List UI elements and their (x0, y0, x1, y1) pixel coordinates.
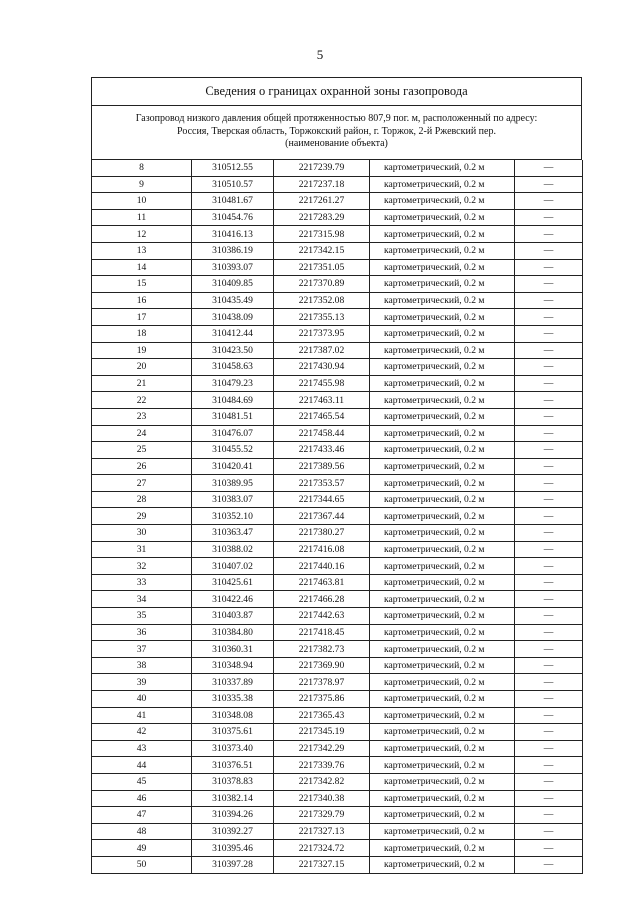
y-coordinate-cell: 2217373.95 (274, 325, 370, 342)
point-number-cell: 11 (92, 209, 192, 226)
object-caption: (наименование объекта) (285, 138, 388, 149)
description-cell: — (515, 856, 583, 873)
y-coordinate-cell: 2217237.18 (274, 176, 370, 193)
x-coordinate-cell: 310481.67 (192, 193, 274, 210)
point-number-cell: 49 (92, 840, 192, 857)
point-number-cell: 14 (92, 259, 192, 276)
method-cell: картометрический, 0.2 м (370, 840, 515, 857)
point-number-cell: 37 (92, 641, 192, 658)
description-cell: — (515, 458, 583, 475)
table-row (92, 325, 583, 342)
table-row (92, 740, 583, 757)
x-coordinate-cell: 310383.07 (192, 491, 274, 508)
method-cell: картометрический, 0.2 м (370, 558, 515, 575)
method-cell: картометрический, 0.2 м (370, 359, 515, 376)
method-cell: картометрический, 0.2 м (370, 807, 515, 824)
x-coordinate-cell: 310335.38 (192, 691, 274, 708)
method-cell: картометрический, 0.2 м (370, 525, 515, 542)
x-coordinate-cell: 310454.76 (192, 209, 274, 226)
description-cell: — (515, 242, 583, 259)
description-cell: — (515, 425, 583, 442)
description-cell: — (515, 392, 583, 409)
description-cell: — (515, 591, 583, 608)
x-coordinate-cell: 310455.52 (192, 442, 274, 459)
point-number-cell: 9 (92, 176, 192, 193)
x-coordinate-cell: 310388.02 (192, 541, 274, 558)
table-row (92, 558, 583, 575)
coordinates-table (91, 160, 583, 874)
x-coordinate-cell: 310360.31 (192, 641, 274, 658)
description-cell: — (515, 292, 583, 309)
table-row (92, 226, 583, 243)
table-row (92, 309, 583, 326)
method-cell: картометрический, 0.2 м (370, 657, 515, 674)
x-coordinate-cell: 310397.28 (192, 856, 274, 873)
description-cell: — (515, 558, 583, 575)
method-cell: картометрический, 0.2 м (370, 309, 515, 326)
x-coordinate-cell: 310409.85 (192, 276, 274, 293)
point-number-cell: 16 (92, 292, 192, 309)
point-number-cell: 46 (92, 790, 192, 807)
method-cell: картометрический, 0.2 м (370, 160, 515, 176)
y-coordinate-cell: 2217261.27 (274, 193, 370, 210)
description-cell: — (515, 840, 583, 857)
method-cell: картометрический, 0.2 м (370, 508, 515, 525)
table-row (92, 856, 583, 873)
point-number-cell: 50 (92, 856, 192, 873)
x-coordinate-cell: 310378.83 (192, 773, 274, 790)
point-number-cell: 26 (92, 458, 192, 475)
x-coordinate-cell: 310435.49 (192, 292, 274, 309)
description-cell: — (515, 508, 583, 525)
x-coordinate-cell: 310481.51 (192, 408, 274, 425)
point-number-cell: 15 (92, 276, 192, 293)
x-coordinate-cell: 310375.61 (192, 724, 274, 741)
table-row (92, 823, 583, 840)
table-row (92, 458, 583, 475)
x-coordinate-cell: 310348.08 (192, 707, 274, 724)
x-coordinate-cell: 310394.26 (192, 807, 274, 824)
method-cell: картометрический, 0.2 м (370, 641, 515, 658)
y-coordinate-cell: 2217352.08 (274, 292, 370, 309)
table-row (92, 691, 583, 708)
method-cell: картометрический, 0.2 м (370, 259, 515, 276)
method-cell: картометрический, 0.2 м (370, 375, 515, 392)
method-cell: картометрический, 0.2 м (370, 790, 515, 807)
table-row (92, 160, 583, 176)
description-cell: — (515, 193, 583, 210)
description-cell: — (515, 624, 583, 641)
description-cell: — (515, 259, 583, 276)
y-coordinate-cell: 2217355.13 (274, 309, 370, 326)
table-row (92, 292, 583, 309)
method-cell: картометрический, 0.2 м (370, 325, 515, 342)
point-number-cell: 38 (92, 657, 192, 674)
y-coordinate-cell: 2217327.15 (274, 856, 370, 873)
x-coordinate-cell: 310363.47 (192, 525, 274, 542)
point-number-cell: 21 (92, 375, 192, 392)
point-number-cell: 47 (92, 807, 192, 824)
table-row (92, 757, 583, 774)
y-coordinate-cell: 2217416.08 (274, 541, 370, 558)
x-coordinate-cell: 310423.50 (192, 342, 274, 359)
point-number-cell: 43 (92, 740, 192, 757)
description-cell: — (515, 475, 583, 492)
point-number-cell: 45 (92, 773, 192, 790)
table-row (92, 491, 583, 508)
y-coordinate-cell: 2217465.54 (274, 408, 370, 425)
method-cell: картометрический, 0.2 м (370, 856, 515, 873)
table-row (92, 624, 583, 641)
method-cell: картометрический, 0.2 м (370, 624, 515, 641)
point-number-cell: 25 (92, 442, 192, 459)
table-row (92, 608, 583, 625)
x-coordinate-cell: 310407.02 (192, 558, 274, 575)
table-row (92, 508, 583, 525)
method-cell: картометрический, 0.2 м (370, 724, 515, 741)
method-cell: картометрический, 0.2 м (370, 491, 515, 508)
y-coordinate-cell: 2217329.79 (274, 807, 370, 824)
y-coordinate-cell: 2217340.38 (274, 790, 370, 807)
x-coordinate-cell: 310389.95 (192, 475, 274, 492)
point-number-cell: 18 (92, 325, 192, 342)
y-coordinate-cell: 2217324.72 (274, 840, 370, 857)
method-cell: картометрический, 0.2 м (370, 475, 515, 492)
description-cell: — (515, 823, 583, 840)
point-number-cell: 44 (92, 757, 192, 774)
y-coordinate-cell: 2217378.97 (274, 674, 370, 691)
table-row (92, 276, 583, 293)
point-number-cell: 24 (92, 425, 192, 442)
y-coordinate-cell: 2217455.98 (274, 375, 370, 392)
table-row (92, 342, 583, 359)
description-cell: — (515, 209, 583, 226)
table-row (92, 724, 583, 741)
y-coordinate-cell: 2217342.82 (274, 773, 370, 790)
y-coordinate-cell: 2217433.46 (274, 442, 370, 459)
x-coordinate-cell: 310352.10 (192, 508, 274, 525)
y-coordinate-cell: 2217365.43 (274, 707, 370, 724)
method-cell: картометрический, 0.2 м (370, 541, 515, 558)
object-line-1: Газопровод низкого давления общей протяженностью 807,9 пог. м, расположенный по адресу: (135, 113, 538, 124)
method-cell: картометрический, 0.2 м (370, 425, 515, 442)
x-coordinate-cell: 310376.51 (192, 757, 274, 774)
method-cell: картометрический, 0.2 м (370, 823, 515, 840)
point-number-cell: 12 (92, 226, 192, 243)
point-number-cell: 20 (92, 359, 192, 376)
point-number-cell: 42 (92, 724, 192, 741)
y-coordinate-cell: 2217440.16 (274, 558, 370, 575)
description-cell: — (515, 657, 583, 674)
table-row (92, 790, 583, 807)
method-cell: картометрический, 0.2 м (370, 342, 515, 359)
description-cell: — (515, 176, 583, 193)
table-row (92, 176, 583, 193)
method-cell: картометрический, 0.2 м (370, 408, 515, 425)
point-number-cell: 22 (92, 392, 192, 409)
point-number-cell: 36 (92, 624, 192, 641)
method-cell: картометрический, 0.2 м (370, 608, 515, 625)
y-coordinate-cell: 2217344.65 (274, 491, 370, 508)
y-coordinate-cell: 2217353.57 (274, 475, 370, 492)
y-coordinate-cell: 2217466.28 (274, 591, 370, 608)
point-number-cell: 27 (92, 475, 192, 492)
table-row (92, 442, 583, 459)
table-row (92, 840, 583, 857)
point-number-cell: 19 (92, 342, 192, 359)
x-coordinate-cell: 310484.69 (192, 392, 274, 409)
method-cell: картометрический, 0.2 м (370, 392, 515, 409)
x-coordinate-cell: 310458.63 (192, 359, 274, 376)
x-coordinate-cell: 310479.23 (192, 375, 274, 392)
x-coordinate-cell: 310393.07 (192, 259, 274, 276)
description-cell: — (515, 773, 583, 790)
y-coordinate-cell: 2217418.45 (274, 624, 370, 641)
y-coordinate-cell: 2217315.98 (274, 226, 370, 243)
point-number-cell: 28 (92, 491, 192, 508)
description-cell: — (515, 691, 583, 708)
table-row (92, 674, 583, 691)
x-coordinate-cell: 310420.41 (192, 458, 274, 475)
table-row (92, 591, 583, 608)
y-coordinate-cell: 2217463.81 (274, 574, 370, 591)
description-cell: — (515, 359, 583, 376)
y-coordinate-cell: 2217283.29 (274, 209, 370, 226)
method-cell: картометрический, 0.2 м (370, 691, 515, 708)
x-coordinate-cell: 310384.80 (192, 624, 274, 641)
table-row (92, 242, 583, 259)
method-cell: картометрический, 0.2 м (370, 193, 515, 210)
y-coordinate-cell: 2217375.86 (274, 691, 370, 708)
method-cell: картометрический, 0.2 м (370, 442, 515, 459)
y-coordinate-cell: 2217342.15 (274, 242, 370, 259)
table-row (92, 392, 583, 409)
method-cell: картометрический, 0.2 м (370, 574, 515, 591)
description-cell: — (515, 160, 583, 176)
table-row (92, 193, 583, 210)
description-cell: — (515, 375, 583, 392)
point-number-cell: 41 (92, 707, 192, 724)
point-number-cell: 31 (92, 541, 192, 558)
y-coordinate-cell: 2217345.19 (274, 724, 370, 741)
method-cell: картометрический, 0.2 м (370, 773, 515, 790)
table-row (92, 525, 583, 542)
point-number-cell: 33 (92, 574, 192, 591)
point-number-cell: 8 (92, 160, 192, 176)
point-number-cell: 39 (92, 674, 192, 691)
table-row (92, 375, 583, 392)
point-number-cell: 34 (92, 591, 192, 608)
y-coordinate-cell: 2217430.94 (274, 359, 370, 376)
method-cell: картометрический, 0.2 м (370, 458, 515, 475)
y-coordinate-cell: 2217239.79 (274, 160, 370, 176)
description-cell: — (515, 740, 583, 757)
description-cell: — (515, 674, 583, 691)
y-coordinate-cell: 2217342.29 (274, 740, 370, 757)
description-cell: — (515, 757, 583, 774)
x-coordinate-cell: 310416.13 (192, 226, 274, 243)
x-coordinate-cell: 310412.44 (192, 325, 274, 342)
point-number-cell: 32 (92, 558, 192, 575)
point-number-cell: 35 (92, 608, 192, 625)
point-number-cell: 29 (92, 508, 192, 525)
point-number-cell: 40 (92, 691, 192, 708)
method-cell: картометрический, 0.2 м (370, 176, 515, 193)
y-coordinate-cell: 2217370.89 (274, 276, 370, 293)
y-coordinate-cell: 2217463.11 (274, 392, 370, 409)
x-coordinate-cell: 310348.94 (192, 657, 274, 674)
description-cell: — (515, 525, 583, 542)
y-coordinate-cell: 2217387.02 (274, 342, 370, 359)
description-cell: — (515, 724, 583, 741)
table-row (92, 773, 583, 790)
table-row (92, 209, 583, 226)
method-cell: картометрический, 0.2 м (370, 674, 515, 691)
table-row (92, 359, 583, 376)
description-cell: — (515, 442, 583, 459)
method-cell: картометрический, 0.2 м (370, 226, 515, 243)
description-cell: — (515, 276, 583, 293)
page-number: 5 (316, 47, 324, 62)
description-cell: — (515, 608, 583, 625)
method-cell: картометрический, 0.2 м (370, 242, 515, 259)
x-coordinate-cell: 310337.89 (192, 674, 274, 691)
x-coordinate-cell: 310386.19 (192, 242, 274, 259)
method-cell: картометрический, 0.2 м (370, 740, 515, 757)
method-cell: картометрический, 0.2 м (370, 276, 515, 293)
method-cell: картометрический, 0.2 м (370, 757, 515, 774)
description-cell: — (515, 309, 583, 326)
y-coordinate-cell: 2217327.13 (274, 823, 370, 840)
x-coordinate-cell: 310425.61 (192, 574, 274, 591)
y-coordinate-cell: 2217351.05 (274, 259, 370, 276)
y-coordinate-cell: 2217339.76 (274, 757, 370, 774)
description-cell: — (515, 408, 583, 425)
table-row (92, 574, 583, 591)
method-cell: картометрический, 0.2 м (370, 707, 515, 724)
object-line-2: Россия, Тверская область, Торжокский район, г. Торжок, 2-й Ржевский пер. (177, 125, 496, 137)
x-coordinate-cell: 310476.07 (192, 425, 274, 442)
y-coordinate-cell: 2217380.27 (274, 525, 370, 542)
x-coordinate-cell: 310373.40 (192, 740, 274, 757)
point-number-cell: 30 (92, 525, 192, 542)
table-row (92, 425, 583, 442)
description-cell: — (515, 541, 583, 558)
y-coordinate-cell: 2217382.73 (274, 641, 370, 658)
y-coordinate-cell: 2217442.63 (274, 608, 370, 625)
description-cell: — (515, 790, 583, 807)
table-row (92, 475, 583, 492)
point-number-cell: 23 (92, 408, 192, 425)
description-cell: — (515, 226, 583, 243)
x-coordinate-cell: 310395.46 (192, 840, 274, 857)
description-cell: — (515, 325, 583, 342)
x-coordinate-cell: 310392.27 (192, 823, 274, 840)
method-cell: картометрический, 0.2 м (370, 209, 515, 226)
object-description (91, 106, 582, 160)
table-row (92, 707, 583, 724)
x-coordinate-cell: 310510.57 (192, 176, 274, 193)
x-coordinate-cell: 310382.14 (192, 790, 274, 807)
y-coordinate-cell: 2217367.44 (274, 508, 370, 525)
table-row (92, 657, 583, 674)
y-coordinate-cell: 2217458.44 (274, 425, 370, 442)
y-coordinate-cell: 2217389.56 (274, 458, 370, 475)
coordinates-table-body (92, 160, 583, 873)
method-cell: картометрический, 0.2 м (370, 292, 515, 309)
point-number-cell: 13 (92, 242, 192, 259)
table-row (92, 807, 583, 824)
method-cell: картометрический, 0.2 м (370, 591, 515, 608)
x-coordinate-cell: 310438.09 (192, 309, 274, 326)
y-coordinate-cell: 2217369.90 (274, 657, 370, 674)
x-coordinate-cell: 310422.46 (192, 591, 274, 608)
point-number-cell: 48 (92, 823, 192, 840)
point-number-cell: 10 (92, 193, 192, 210)
description-cell: — (515, 807, 583, 824)
document-title: Сведения о границах охранной зоны газопровода (91, 77, 582, 106)
x-coordinate-cell: 310512.55 (192, 160, 274, 176)
description-cell: — (515, 342, 583, 359)
table-row (92, 259, 583, 276)
table-row (92, 641, 583, 658)
point-number-cell: 17 (92, 309, 192, 326)
x-coordinate-cell: 310403.87 (192, 608, 274, 625)
description-cell: — (515, 491, 583, 508)
table-row (92, 541, 583, 558)
description-cell: — (515, 641, 583, 658)
protected-zone-sheet (91, 77, 582, 874)
description-cell: — (515, 707, 583, 724)
description-cell: — (515, 574, 583, 591)
table-row (92, 408, 583, 425)
